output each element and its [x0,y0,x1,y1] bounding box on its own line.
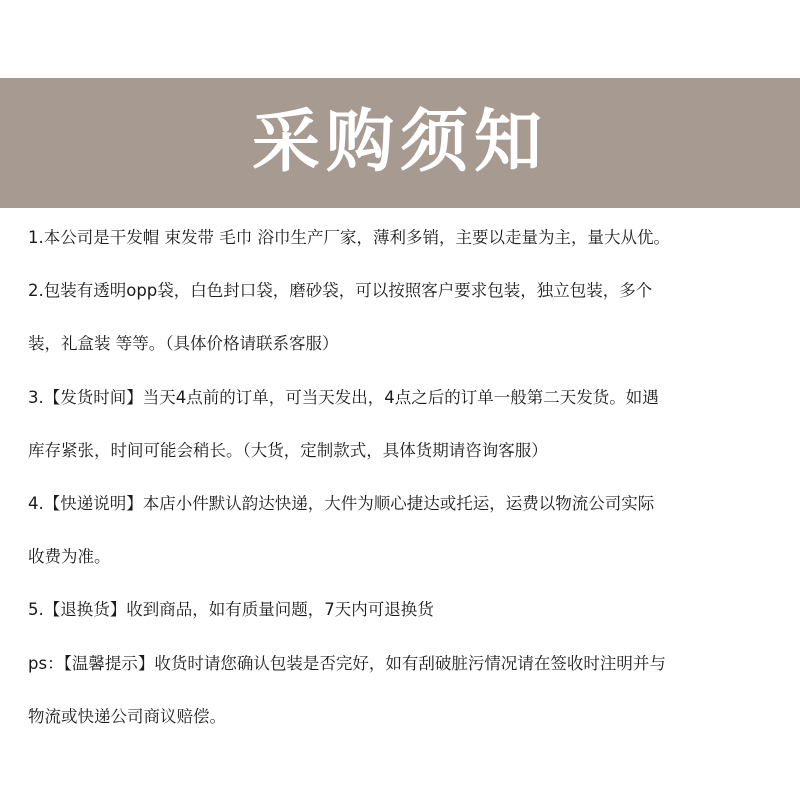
notes-line: 1.本公司是干发帽 束发带 毛巾 浴巾生产厂家，薄利多销，主要以走量为主，量大从优。 [28,228,670,247]
notes-line: 库存紧张，时间可能会稍长。（大货，定制款式，具体货期请咨询客服） [28,440,548,460]
purchase-notes [28,228,788,760]
notes-line: 收费为准。 [28,547,111,567]
notes-line: 4.【快递说明】本店小件默认韵达快递，大件为顺心捷达或托运，运费以物流公司实际 [28,493,655,513]
notes-line: 5.【退换货】收到商品，如有质量问题，7天内可退换货 [28,600,434,620]
notes-line: 2.包装有透明opp袋，白色封口袋，磨砂袋，可以按照客户要求包装，独立包装，多个 [28,281,653,301]
page-title: 采购须知 [251,103,548,182]
header-banner [0,78,800,208]
notes-line: ps：【温馨提示】收货时请您确认包装是否完好，如有刮破脏污情况请在签收时注明并与 [28,653,666,673]
notes-line: 物流或快递公司商议赔偿。 [28,706,226,726]
notes-line: 装，礼盒装 等等。（具体价格请联系客服） [28,334,339,354]
notes-line: 3.【发货时间】当天4点前的订单，可当天发出，4点之后的订单一般第二天发货。如遇 [28,387,659,407]
